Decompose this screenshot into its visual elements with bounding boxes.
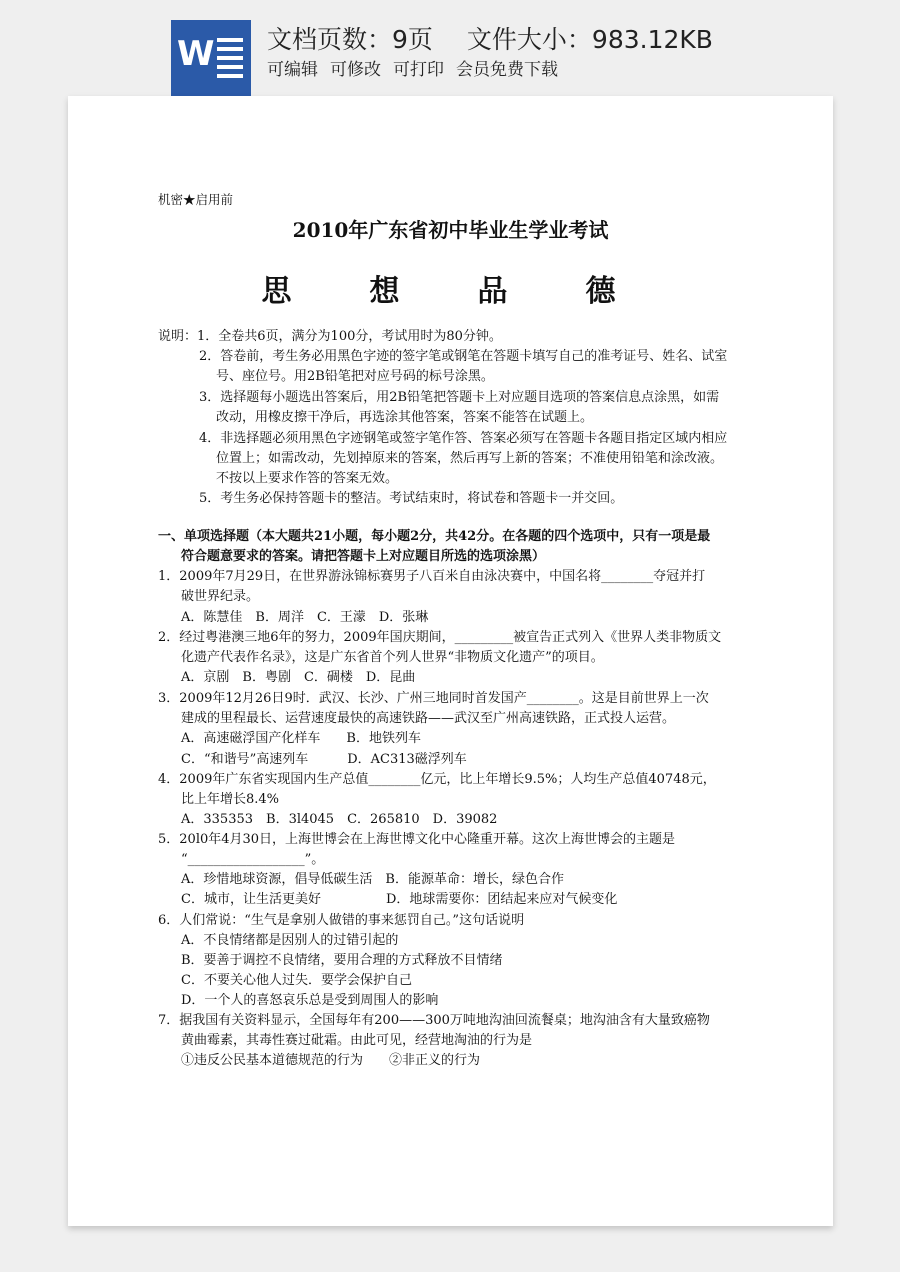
question-line: 3．2009年12月26日9时．武汉、长沙、广州三地同时首发国产________。这是目前世界上一次 bbox=[158, 691, 709, 706]
option-line: C．不要关心他人过失．要学会保护自己 bbox=[181, 973, 412, 988]
word-icon-lines bbox=[217, 38, 243, 83]
option-line: C．“和谐号”高速列车 D．AC313磁浮列车 bbox=[181, 752, 467, 767]
note-line: 改动，用橡皮擦干净后，再选涂其他答案，答案不能答在试题上。 bbox=[216, 410, 594, 425]
question-line: 4．2009年广东省实现国内生产总值________亿元，比上年增长9.5%；人均生产总值40748元， bbox=[158, 772, 716, 787]
option-line: C．城市，让生活更美好 D．地球需要你：团结起来应对气候变化 bbox=[181, 892, 618, 907]
option-line: A．不良情绪都是因别人的过错引起的 bbox=[181, 933, 399, 948]
page-count: 文档页数：9页 bbox=[267, 25, 433, 54]
secret-label: 机密★启用前 bbox=[158, 192, 234, 207]
file-info bbox=[267, 20, 713, 56]
note-line: 2．答卷前，考生务必用黑色字迹的签字笔或钢笔在答题卡填写自己的准考证号、姓名、试室 bbox=[199, 349, 728, 364]
section-heading: 符合题意要求的答案。请把答题卡上对应题目所选的选项涂黑） bbox=[181, 549, 546, 564]
file-size: 文件大小：983.12KB bbox=[466, 25, 713, 54]
note-line: 位置上；如需改动，先划掉原来的答案，然后再写上新的答案；不准使用铅笔和涂改液。 bbox=[216, 451, 724, 466]
question-line: 建成的里程最长、运营速度最快的高速铁路——武汉至广州高速铁路，正式投人运营。 bbox=[181, 711, 676, 726]
question-line: 1．2009年7月29日，在世界游泳锦标赛男子八百米自由泳决赛中，中国名将________夺冠并打 bbox=[158, 569, 706, 584]
note-line: 3．选择题每小题选出答案后，用2B铅笔把答题卡上对应题目选项的答案信息点涂黑，如需 bbox=[199, 390, 720, 405]
feature-list bbox=[267, 55, 558, 80]
note-line: 说明：1．全卷共6页，满分为100分，考试用时为80分钟。 bbox=[158, 329, 502, 344]
option-line: A．京剧 B．粤剧 C．碉楼 D．昆曲 bbox=[181, 670, 416, 685]
question-line: 6．人们常说：“生气是拿别人做错的事来惩罚自己。”这句话说明 bbox=[158, 913, 525, 928]
note-line: 不按以上要求作答的答案无效。 bbox=[216, 471, 399, 486]
document-page bbox=[68, 96, 833, 1226]
question-line: 破世界纪录。 bbox=[181, 589, 260, 604]
note-line: 号、座位号。用2B铅笔把对应号码的标号涂黑。 bbox=[216, 369, 494, 384]
question-line: 5．20l0年4月30日，上海世博会在上海世博文化中心隆重开幕。这次上海世博会的主题是 bbox=[158, 832, 676, 847]
section-heading: 一、单项选择题（本大题共21小题，每小题2分，共42分。在各题的四个选项中，只有一项是最 bbox=[158, 529, 711, 544]
question-line: 2．经过粤港澳三地6年的努力，2009年国庆期间，_________被宣告正式列入《世界人类非物质文 bbox=[158, 630, 722, 645]
question-line: 比上年增长8.4% bbox=[181, 792, 280, 807]
question-line: “__________________”。 bbox=[181, 852, 325, 867]
option-line: A．陈慧佳 B．周洋 C．王濛 D．张琳 bbox=[181, 610, 429, 625]
question-line: 7．据我国有关资料显示，全国每年有200——300万吨地沟油回流餐桌；地沟油含有大量致癌物 bbox=[158, 1013, 710, 1028]
feature-editable: 可编辑 bbox=[267, 60, 318, 80]
option-line: B．要善于调控不良情绪，要用合理的方式释放不目情绪 bbox=[181, 953, 503, 968]
question-line: 化遗产代表作名录》，这是广东省首个列人世界“非物质文化遗产”的项目。 bbox=[181, 650, 604, 665]
note-line: 5．考生务必保持答题卡的整洁。考试结束时，将试卷和答题卡一并交回。 bbox=[199, 491, 624, 506]
feature-member-download: 会员免费下载 bbox=[456, 60, 558, 80]
question-line: 黄曲霉素，其毒性赛过砒霜。由此可见，经营地淘油的行为是 bbox=[181, 1033, 533, 1048]
subject-title: 思 想 品 德 bbox=[261, 274, 640, 309]
exam-title: 2010年广东省初中毕业生学业考试 bbox=[292, 218, 609, 242]
word-document-icon bbox=[171, 20, 251, 96]
option-line: A．珍惜地球资源，倡导低碳生活 B．能源革命：增长，绿色合作 bbox=[181, 872, 564, 887]
note-line: 4．非选择题必须用黑色字迹钢笔或签字笔作答、答案必须写在答题卡各题目指定区域内相应 bbox=[199, 431, 728, 446]
option-line: ①违反公民基本道德规范的行为 ②非正义的行为 bbox=[181, 1053, 481, 1068]
word-icon-letter: W bbox=[177, 34, 215, 74]
option-line: A．高速磁浮国产化样车 B．地铁列车 bbox=[181, 731, 421, 746]
feature-printable: 可打印 bbox=[393, 60, 444, 80]
download-banner bbox=[0, 0, 900, 96]
option-line: D．一个人的喜怒哀乐总是受到周围人的影响 bbox=[181, 993, 439, 1008]
feature-modifiable: 可修改 bbox=[330, 60, 381, 80]
option-line: A．335353 B．3l4045 C．265810 D．39082 bbox=[181, 812, 498, 827]
